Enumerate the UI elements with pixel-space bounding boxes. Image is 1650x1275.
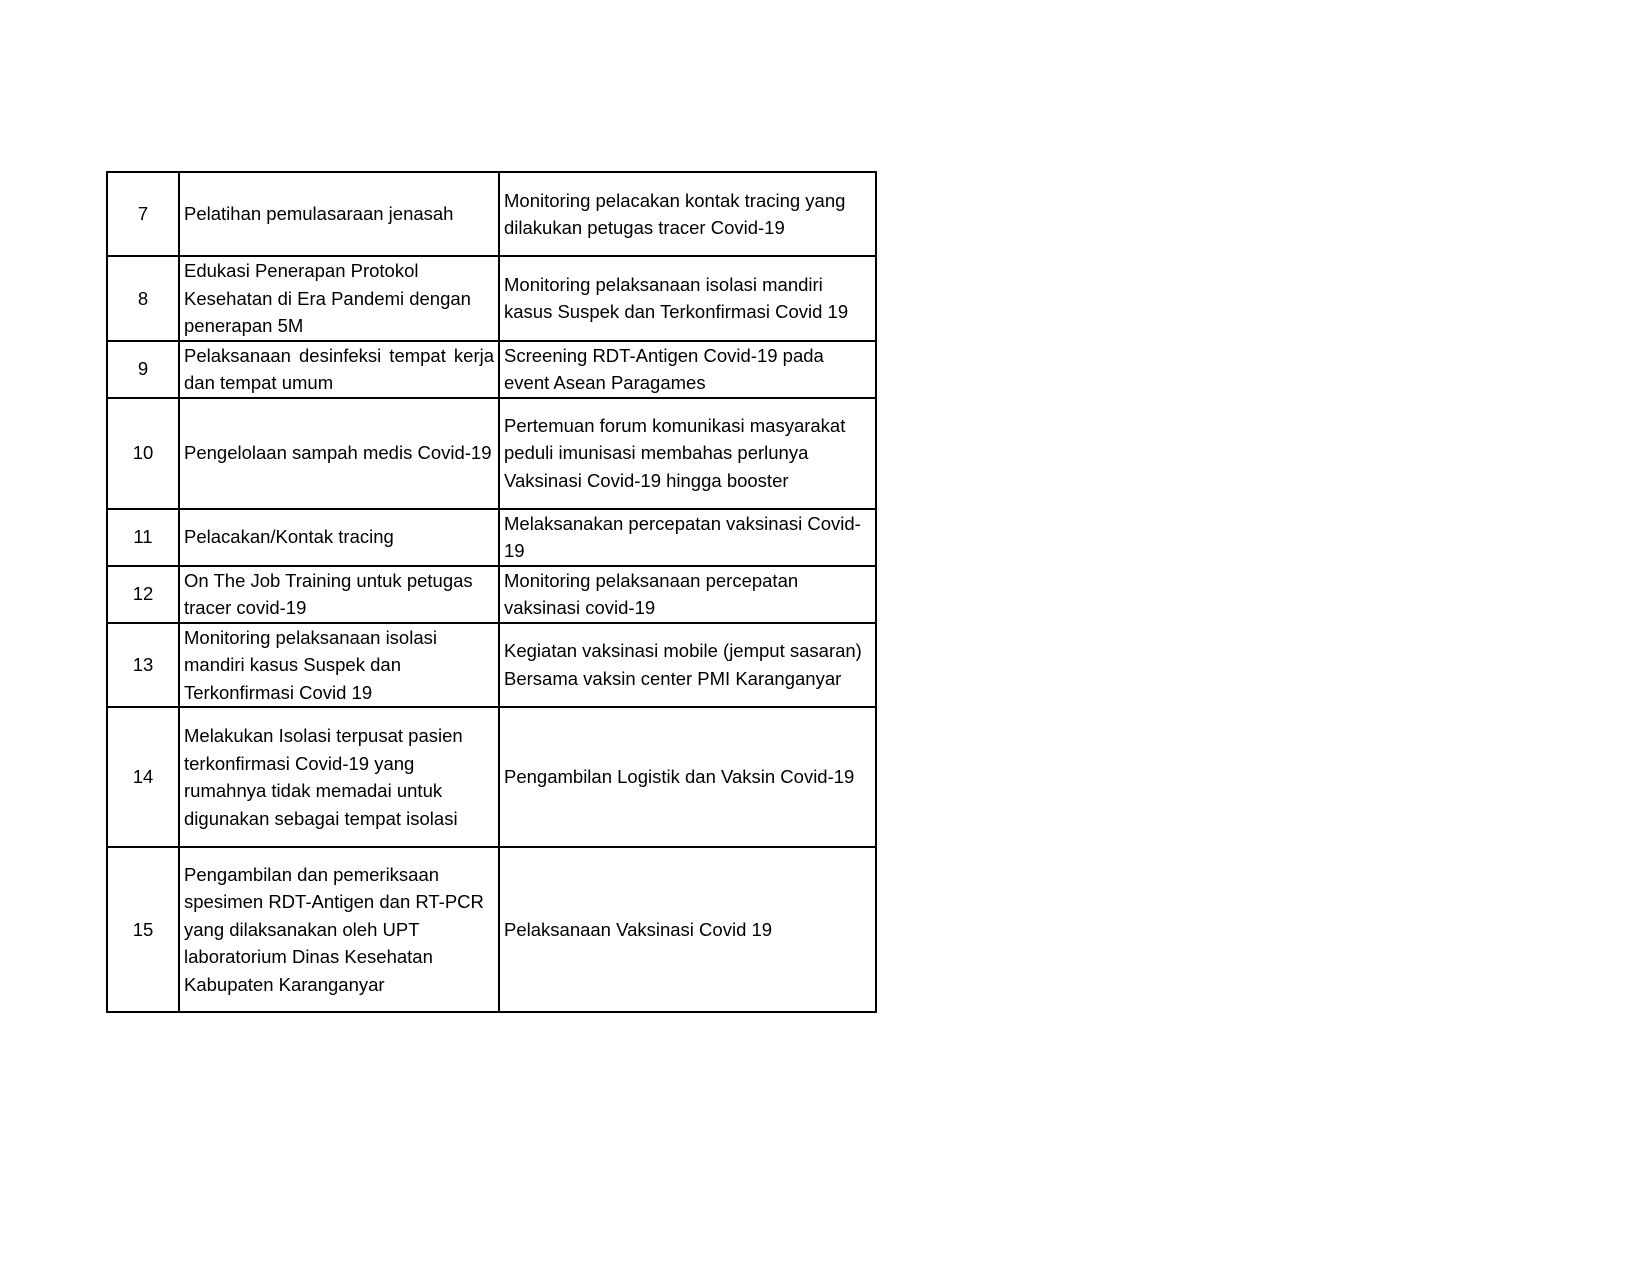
row-number: 10 [107,398,179,509]
activity-cell: Pelaksanaan desinfeksi tempat kerja dan tempat umum [179,341,499,398]
activity-cell: Melaksanakan percepatan vaksinasi Covid-19 [499,509,876,566]
activity-cell: Pelacakan/Kontak tracing [179,509,499,566]
activity-cell: Monitoring pelaksanaan isolasi mandiri kasus Suspek dan Terkonfirmasi Covid 19 [499,256,876,341]
row-number: 13 [107,623,179,708]
table-row [107,847,876,1012]
table-row [107,623,876,708]
table-row [107,256,876,341]
activity-cell: Kegiatan vaksinasi mobile (jemput sasaran) Bersama vaksin center PMI Karanganyar [499,623,876,708]
activity-cell: Pengambilan dan pemeriksaan spesimen RDT-Antigen dan RT-PCR yang dilaksanakan oleh UPT laboratorium Dinas Kesehatan Kabupaten Karanganyar [179,847,499,1012]
activity-cell: Pertemuan forum komunikasi masyarakat peduli imunisasi membahas perlunya Vaksinasi Covid-19 hingga booster [499,398,876,509]
row-number: 7 [107,172,179,256]
row-number: 12 [107,566,179,623]
activity-cell: Pelaksanaan Vaksinasi Covid 19 [499,847,876,1012]
table-row [107,172,876,256]
activity-cell: Pengelolaan sampah medis Covid-19 [179,398,499,509]
row-number: 15 [107,847,179,1012]
table-row [107,398,876,509]
table-row [107,707,876,847]
activity-cell: Edukasi Penerapan Protokol Kesehatan di Era Pandemi dengan penerapan 5M [179,256,499,341]
row-number: 14 [107,707,179,847]
activity-cell: On The Job Training untuk petugas tracer covid-19 [179,566,499,623]
table-row [107,566,876,623]
table-row [107,509,876,566]
table-row [107,341,876,398]
activity-table [106,171,877,1013]
activity-cell: Monitoring pelaksanaan percepatan vaksinasi covid-19 [499,566,876,623]
activity-cell: Monitoring pelacakan kontak tracing yang dilakukan petugas tracer Covid-19 [499,172,876,256]
activity-cell: Pelatihan pemulasaraan jenasah [179,172,499,256]
row-number: 8 [107,256,179,341]
row-number: 11 [107,509,179,566]
activity-cell: Pengambilan Logistik dan Vaksin Covid-19 [499,707,876,847]
activity-cell: Melakukan Isolasi terpusat pasien terkonfirmasi Covid-19 yang rumahnya tidak memadai untuk digunakan sebagai tempat isolasi [179,707,499,847]
activity-cell: Monitoring pelaksanaan isolasi mandiri kasus Suspek dan Terkonfirmasi Covid 19 [179,623,499,708]
activity-cell: Screening RDT-Antigen Covid-19 pada event Asean Paragames [499,341,876,398]
row-number: 9 [107,341,179,398]
